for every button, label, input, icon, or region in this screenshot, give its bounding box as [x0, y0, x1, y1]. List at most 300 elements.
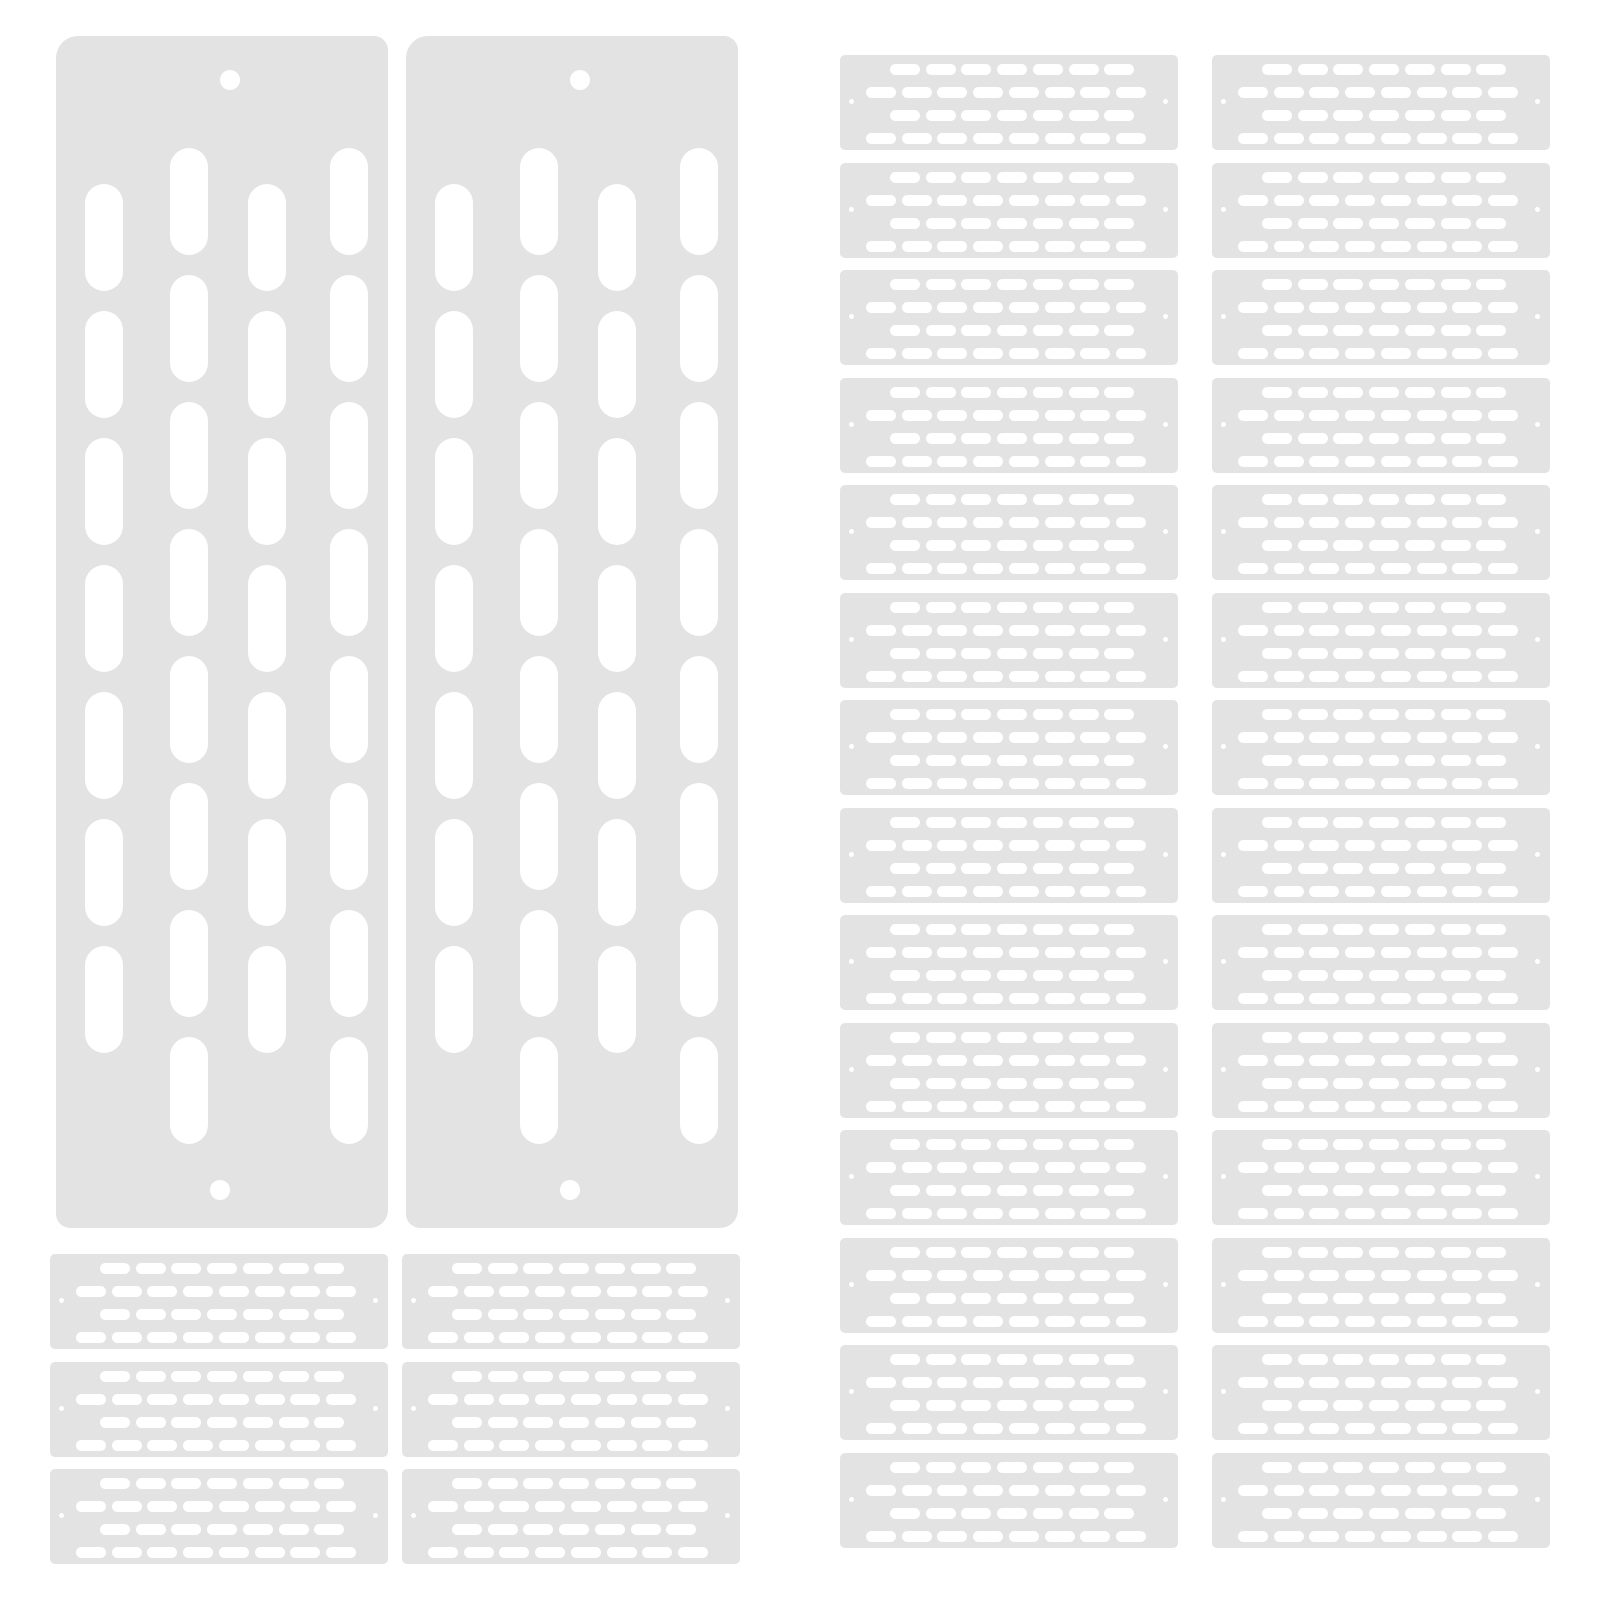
grille-slot	[1080, 732, 1110, 743]
grille-slot	[1417, 456, 1447, 467]
grille-slot	[1452, 517, 1482, 528]
grille-slot	[1309, 840, 1339, 851]
grille-slot	[595, 1371, 625, 1382]
grille-slot	[1405, 1185, 1435, 1196]
grille-slot	[1488, 947, 1518, 958]
grille-slot	[937, 1101, 967, 1112]
grille-slot	[1369, 970, 1399, 981]
grille-slot	[1080, 778, 1110, 789]
grille-slot	[1488, 1055, 1518, 1066]
grille-slot	[1417, 87, 1447, 98]
grille-slot	[1069, 1078, 1099, 1089]
grille-slot	[1333, 1508, 1363, 1519]
grille-slot	[1369, 1032, 1399, 1043]
grille-slot	[1104, 1139, 1134, 1150]
grille-slot	[1116, 1423, 1146, 1434]
grille-slot	[1033, 64, 1063, 75]
grille-slot	[631, 1478, 661, 1489]
grille-slot	[890, 1247, 920, 1258]
grille-slot	[1309, 1101, 1339, 1112]
grille-slot	[1309, 456, 1339, 467]
grille-plate	[1212, 915, 1550, 1010]
grille-slot	[1405, 279, 1435, 290]
grille-slot	[100, 1417, 130, 1428]
grille-slot	[866, 1162, 896, 1173]
grille-slot	[866, 517, 896, 528]
grille-slot	[890, 924, 920, 935]
grille-slot	[1045, 625, 1075, 636]
grille-slot	[890, 1293, 920, 1304]
grille-slot	[1381, 410, 1411, 421]
grille-slot	[1333, 1139, 1363, 1150]
grille-slot	[1080, 886, 1110, 897]
grille-slot	[937, 625, 967, 636]
grille-slot	[1441, 863, 1471, 874]
grille-slot	[1441, 172, 1471, 183]
grille-slot	[1238, 348, 1268, 359]
grille-slot	[678, 1501, 708, 1512]
grille-slot	[1274, 1377, 1304, 1388]
grille-slot	[1309, 1208, 1339, 1219]
grille-slot	[937, 1377, 967, 1388]
vent-slot	[330, 1037, 368, 1144]
grille-slot	[1104, 218, 1134, 229]
grille-slot	[1116, 1485, 1146, 1496]
grille-slot	[1333, 1293, 1363, 1304]
grille-slot	[866, 563, 896, 574]
grille-slot	[961, 218, 991, 229]
grille-slot	[1009, 241, 1039, 252]
grille-slot	[866, 886, 896, 897]
grille-slot	[147, 1332, 177, 1343]
grille-slot	[1080, 840, 1110, 851]
grille-slot	[1405, 494, 1435, 505]
grille-slot	[1298, 325, 1328, 336]
grille-slot	[1069, 387, 1099, 398]
grille-slot	[1309, 133, 1339, 144]
grille-slot	[1274, 348, 1304, 359]
grille-slot	[1104, 1508, 1134, 1519]
pin-hole	[1535, 1282, 1540, 1287]
grille-slot	[926, 387, 956, 398]
grille-slot	[997, 279, 1027, 290]
grille-slot	[1045, 732, 1075, 743]
grille-slot	[1369, 1293, 1399, 1304]
grille-slot	[961, 709, 991, 720]
grille-slot	[1262, 1462, 1292, 1473]
grille-slot	[1116, 625, 1146, 636]
grille-slot	[1116, 1377, 1146, 1388]
grille-slot	[1274, 732, 1304, 743]
grille-slot	[973, 563, 1003, 574]
grille-slot	[1262, 494, 1292, 505]
grille-slot	[642, 1501, 672, 1512]
grille-slot	[1238, 840, 1268, 851]
grille-slot	[1262, 540, 1292, 551]
grille-slot	[1069, 648, 1099, 659]
grille-slot	[1104, 64, 1134, 75]
pin-hole	[1535, 744, 1540, 749]
grille-slot	[973, 1423, 1003, 1434]
pin-hole	[1163, 422, 1168, 427]
grille-slot	[1080, 195, 1110, 206]
grille-slot	[1309, 625, 1339, 636]
vent-slot	[520, 656, 558, 763]
grille-slot	[926, 1139, 956, 1150]
pin-hole	[59, 1406, 64, 1411]
grille-slot	[1080, 1101, 1110, 1112]
grille-plate	[402, 1254, 740, 1349]
grille-slot	[1262, 172, 1292, 183]
grille-slot	[1033, 648, 1063, 659]
grille-slot	[973, 1162, 1003, 1173]
grille-slot	[973, 195, 1003, 206]
grille-plate	[1212, 808, 1550, 903]
grille-slot	[1080, 1055, 1110, 1066]
grille-plate	[1212, 378, 1550, 473]
grille-slot	[902, 1208, 932, 1219]
grille-slot	[488, 1524, 518, 1535]
grille-slot	[1369, 279, 1399, 290]
grille-slot	[136, 1371, 166, 1382]
grille-slot	[1452, 886, 1482, 897]
grille-slot	[607, 1286, 637, 1297]
grille-slot	[1369, 1354, 1399, 1365]
pin-hole	[849, 1067, 854, 1072]
grille-slot	[1116, 456, 1146, 467]
grille-slot	[1033, 172, 1063, 183]
grille-slot	[1009, 947, 1039, 958]
grille-slot	[1298, 648, 1328, 659]
grille-slot	[961, 1032, 991, 1043]
pin-hole	[373, 1298, 378, 1303]
pin-hole	[1163, 637, 1168, 642]
grille-slot	[488, 1478, 518, 1489]
grille-slot	[1381, 993, 1411, 1004]
grille-slot	[997, 218, 1027, 229]
grille-slot	[926, 110, 956, 121]
grille-slot	[523, 1478, 553, 1489]
grille-slot	[926, 172, 956, 183]
grille-slot	[678, 1286, 708, 1297]
grille-slot	[1080, 671, 1110, 682]
grille-slot	[902, 778, 932, 789]
vent-slot	[520, 1037, 558, 1144]
grille-slot	[1045, 195, 1075, 206]
grille-slot	[1381, 87, 1411, 98]
grille-slot	[997, 602, 1027, 613]
grille-slot	[1069, 110, 1099, 121]
grille-slot	[535, 1286, 565, 1297]
grille-slot	[1262, 755, 1292, 766]
grille-slot	[961, 970, 991, 981]
grille-slot	[1405, 602, 1435, 613]
grille-slot	[1441, 1185, 1471, 1196]
grille-slot	[1476, 755, 1506, 766]
grille-slot	[997, 1247, 1027, 1258]
grille-slot	[1441, 817, 1471, 828]
pin-hole	[1163, 1282, 1168, 1287]
grille-plate	[50, 1362, 388, 1457]
grille-slot	[937, 302, 967, 313]
grille-slot	[1333, 1247, 1363, 1258]
grille-slot	[1417, 993, 1447, 1004]
grille-slot	[314, 1417, 344, 1428]
grille-slot	[1333, 387, 1363, 398]
grille-slot	[1238, 1101, 1268, 1112]
grille-slot	[1045, 993, 1075, 1004]
grille-slot	[866, 947, 896, 958]
pin-hole	[373, 1513, 378, 1518]
grille-slot	[1116, 348, 1146, 359]
grille-slot	[1476, 1354, 1506, 1365]
grille-slot	[926, 433, 956, 444]
grille-slot	[1009, 625, 1039, 636]
grille-slot	[1369, 1078, 1399, 1089]
grille-slot	[1104, 325, 1134, 336]
grille-slot	[1417, 563, 1447, 574]
pin-hole	[411, 1298, 416, 1303]
grille-slot	[1345, 1101, 1375, 1112]
grille-slot	[961, 279, 991, 290]
grille-slot	[464, 1440, 494, 1451]
pin-hole	[411, 1406, 416, 1411]
grille-slot	[535, 1547, 565, 1558]
grille-slot	[535, 1440, 565, 1451]
grille-slot	[1298, 540, 1328, 551]
grille-slot	[136, 1263, 166, 1274]
grille-slot	[866, 1208, 896, 1219]
grille-slot	[428, 1286, 458, 1297]
grille-slot	[937, 1316, 967, 1327]
grille-slot	[1069, 970, 1099, 981]
grille-slot	[1381, 133, 1411, 144]
grille-slot	[1274, 87, 1304, 98]
grille-slot	[997, 1032, 1027, 1043]
pin-hole	[411, 1513, 416, 1518]
grille-slot	[1345, 886, 1375, 897]
grille-slot	[499, 1332, 529, 1343]
grille-slot	[1274, 1316, 1304, 1327]
grille-slot	[1441, 709, 1471, 720]
grille-slot	[902, 993, 932, 1004]
grille-slot	[1274, 625, 1304, 636]
grille-slot	[595, 1309, 625, 1320]
grille-slot	[666, 1478, 696, 1489]
grille-slot	[1104, 817, 1134, 828]
grille-slot	[1369, 1462, 1399, 1473]
grille-slot	[666, 1263, 696, 1274]
grille-plate	[402, 1362, 740, 1457]
grille-slot	[1345, 133, 1375, 144]
mounting-hole	[570, 70, 590, 90]
grille-slot	[1488, 778, 1518, 789]
pin-hole	[725, 1298, 730, 1303]
grille-slot	[937, 241, 967, 252]
grille-slot	[326, 1332, 356, 1343]
grille-slot	[1080, 348, 1110, 359]
grille-slot	[1405, 1293, 1435, 1304]
grille-slot	[937, 410, 967, 421]
grille-slot	[452, 1309, 482, 1320]
grille-slot	[1298, 218, 1328, 229]
vent-slot	[85, 438, 123, 545]
grille-plate	[840, 1453, 1178, 1548]
pin-hole	[725, 1406, 730, 1411]
grille-slot	[1369, 494, 1399, 505]
grille-slot	[1369, 540, 1399, 551]
grille-slot	[279, 1524, 309, 1535]
grille-slot	[1488, 133, 1518, 144]
grille-slot	[1476, 494, 1506, 505]
grille-slot	[1333, 817, 1363, 828]
grille-slot	[1262, 1078, 1292, 1089]
grille-slot	[890, 863, 920, 874]
grille-slot	[1262, 387, 1292, 398]
grille-slot	[1441, 1400, 1471, 1411]
grille-slot	[136, 1309, 166, 1320]
grille-slot	[1345, 840, 1375, 851]
grille-slot	[1417, 671, 1447, 682]
grille-slot	[973, 947, 1003, 958]
grille-slot	[1298, 1078, 1328, 1089]
grille-slot	[1333, 494, 1363, 505]
grille-slot	[631, 1524, 661, 1535]
pin-hole	[1163, 1389, 1168, 1394]
grille-slot	[961, 755, 991, 766]
grille-slot	[1274, 1270, 1304, 1281]
grille-slot	[890, 64, 920, 75]
pin-hole	[849, 422, 854, 427]
vent-slot	[520, 783, 558, 890]
grille-slot	[1369, 602, 1399, 613]
grille-slot	[147, 1286, 177, 1297]
grille-slot	[255, 1394, 285, 1405]
grille-slot	[1309, 778, 1339, 789]
grille-slot	[1262, 1032, 1292, 1043]
grille-slot	[1298, 602, 1328, 613]
pin-hole	[1535, 529, 1540, 534]
grille-plate	[840, 1345, 1178, 1440]
grille-slot	[1452, 348, 1482, 359]
grille-slot	[1238, 1485, 1268, 1496]
grille-slot	[1009, 1162, 1039, 1173]
grille-slot	[607, 1547, 637, 1558]
grille-slot	[76, 1394, 106, 1405]
grille-slot	[1033, 1508, 1063, 1519]
grille-slot	[1369, 1247, 1399, 1258]
grille-slot	[890, 1139, 920, 1150]
vent-slot	[520, 910, 558, 1017]
grille-slot	[171, 1417, 201, 1428]
vent-slot	[520, 529, 558, 636]
grille-slot	[1274, 1423, 1304, 1434]
grille-slot	[279, 1371, 309, 1382]
grille-slot	[1033, 387, 1063, 398]
grille-slot	[678, 1547, 708, 1558]
grille-slot	[1069, 218, 1099, 229]
grille-slot	[607, 1332, 637, 1343]
grille-slot	[452, 1417, 482, 1428]
grille-slot	[279, 1478, 309, 1489]
grille-slot	[937, 671, 967, 682]
grille-slot	[147, 1547, 177, 1558]
grille-slot	[1309, 241, 1339, 252]
grille-slot	[76, 1440, 106, 1451]
grille-slot	[1452, 1531, 1482, 1542]
pin-hole	[1535, 1067, 1540, 1072]
grille-slot	[1405, 387, 1435, 398]
grille-slot	[997, 1400, 1027, 1411]
grille-slot	[1080, 947, 1110, 958]
grille-slot	[973, 410, 1003, 421]
grille-slot	[1452, 625, 1482, 636]
grille-slot	[1045, 1208, 1075, 1219]
grille-slot	[1441, 1462, 1471, 1473]
grille-slot	[1298, 1462, 1328, 1473]
grille-slot	[866, 732, 896, 743]
grille-slot	[1381, 1316, 1411, 1327]
grille-slot	[571, 1286, 601, 1297]
grille-slot	[1476, 172, 1506, 183]
grille-plate	[1212, 593, 1550, 688]
grille-slot	[1488, 1531, 1518, 1542]
grille-slot	[1116, 840, 1146, 851]
grille-slot	[937, 732, 967, 743]
grille-slot	[1309, 563, 1339, 574]
grille-slot	[1262, 1247, 1292, 1258]
grille-slot	[1309, 1316, 1339, 1327]
vent-slot	[170, 1037, 208, 1144]
grille-slot	[1298, 1400, 1328, 1411]
grille-slot	[1381, 456, 1411, 467]
grille-slot	[1333, 709, 1363, 720]
grille-slot	[1381, 840, 1411, 851]
vent-slot	[435, 692, 473, 799]
grille-slot	[1238, 1055, 1268, 1066]
grille-slot	[243, 1417, 273, 1428]
grille-slot	[488, 1309, 518, 1320]
grille-slot	[1488, 241, 1518, 252]
pin-hole	[1221, 529, 1226, 534]
grille-slot	[902, 671, 932, 682]
pin-hole	[849, 637, 854, 642]
grille-slot	[1045, 1162, 1075, 1173]
grille-slot	[997, 64, 1027, 75]
grille-slot	[1033, 817, 1063, 828]
grille-slot	[499, 1286, 529, 1297]
grille-slot	[1345, 1055, 1375, 1066]
grille-slot	[428, 1332, 458, 1343]
grille-slot	[1417, 1101, 1447, 1112]
vent-slot	[598, 692, 636, 799]
pin-hole	[1163, 1497, 1168, 1502]
grille-slot	[1309, 348, 1339, 359]
grille-slot	[1262, 64, 1292, 75]
grille-slot	[1274, 517, 1304, 528]
grille-slot	[1238, 778, 1268, 789]
grille-slot	[973, 133, 1003, 144]
grille-plate	[840, 1238, 1178, 1333]
grille-slot	[890, 817, 920, 828]
grille-slot	[926, 1293, 956, 1304]
grille-slot	[1488, 410, 1518, 421]
grille-slot	[961, 924, 991, 935]
vent-slot	[85, 946, 123, 1053]
grille-slot	[926, 863, 956, 874]
grille-slot	[890, 325, 920, 336]
grille-slot	[255, 1440, 285, 1451]
